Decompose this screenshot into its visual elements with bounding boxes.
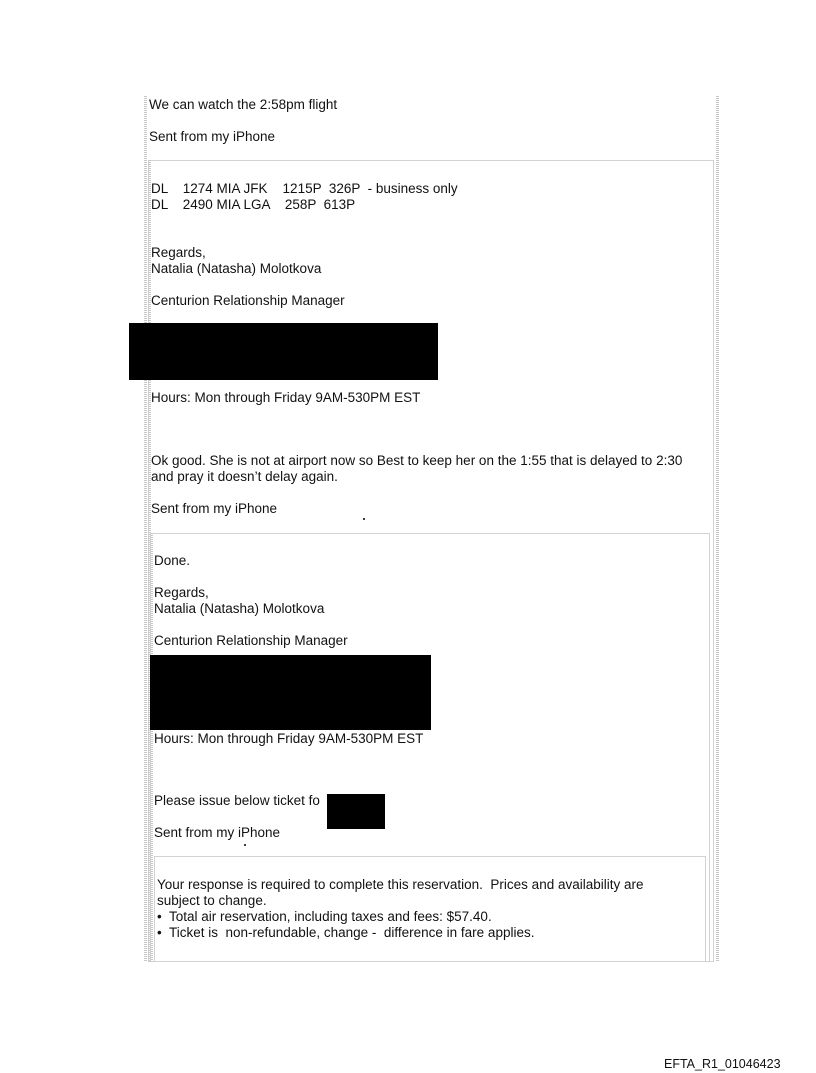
regards-text: Regards, (154, 585, 209, 600)
sender-title: Centurion Relationship Manager (154, 633, 348, 648)
hours-text: Hours: Mon through Friday 9AM-530PM EST (151, 390, 421, 405)
sender-name: Natalia (Natasha) Molotkova (151, 261, 322, 276)
sender-name: Natalia (Natasha) Molotkova (154, 601, 325, 616)
redaction-block (150, 655, 431, 730)
reservation-bullet: Ticket is non-refundable, change - difference in fare applies. (169, 925, 535, 940)
stray-mark (363, 518, 365, 520)
message-text: Ok good. She is not at airport now so Best to keep her on the 1:55 that is delayed to 2:30 (151, 453, 683, 468)
regards-text: Regards, (151, 245, 206, 260)
document-id: EFTA_R1_01046423 (664, 1057, 781, 1071)
flight-line: DL 1274 MIA JFK 1215P 326P - business only (151, 181, 458, 196)
bullet-icon: • (157, 925, 162, 940)
redaction-block (327, 794, 385, 829)
message-signature: Sent from my iPhone (151, 501, 278, 516)
message-text: Done. (154, 553, 191, 568)
message-signature: Sent from my iPhone (149, 129, 276, 144)
redaction-block (129, 323, 438, 380)
flight-line: DL 2490 MIA LGA 258P 613P (151, 197, 356, 212)
message-text: and pray it doesn’t delay again. (151, 469, 338, 484)
message-signature: Sent from my iPhone (154, 825, 281, 840)
quote-border-left-inner-2 (150, 533, 153, 962)
message-text: Please issue below ticket fo (154, 793, 320, 808)
reservation-text: Your response is required to complete this reservation. Prices and availability are (157, 877, 644, 892)
reservation-bullet: Total air reservation, including taxes and fees: $57.40. (169, 909, 492, 924)
hours-text: Hours: Mon through Friday 9AM-530PM EST (154, 731, 424, 746)
sender-title: Centurion Relationship Manager (151, 293, 345, 308)
quote-border-left-outer (144, 96, 147, 962)
reservation-text: subject to change. (157, 893, 267, 908)
quote-border-right-outer (716, 96, 719, 962)
bullet-icon: • (157, 909, 162, 924)
stray-mark (244, 844, 246, 846)
message-text: We can watch the 2:58pm flight (149, 97, 338, 112)
